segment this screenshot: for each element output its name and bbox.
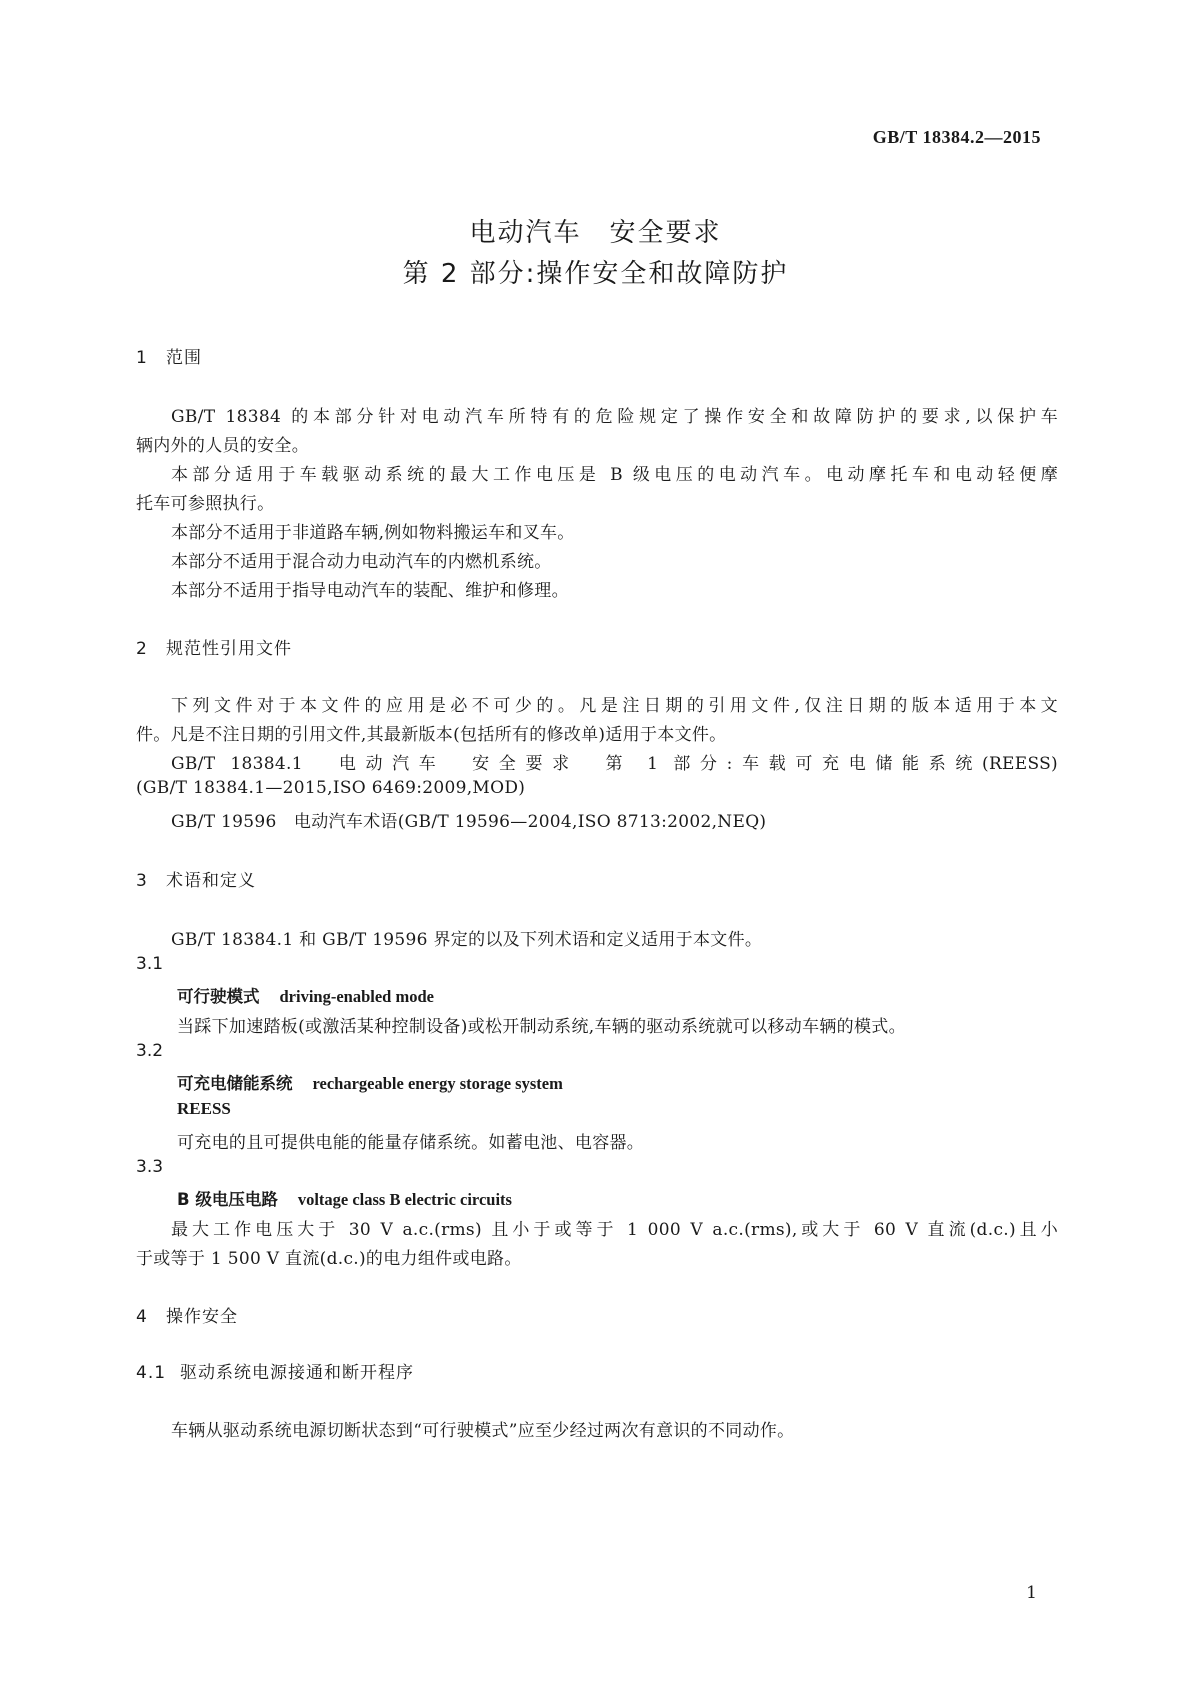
title-line-2: 第 2 部分:操作安全和故障防护 bbox=[402, 259, 789, 289]
s2-ref1-line2: (GB/T 18384.1—2015,ISO 6469:2009,MOD) bbox=[136, 778, 526, 798]
s2-ref1-line1: GB/T 18384.1 电动汽车 安全要求 第 1 部分:车载可充电储能系统(REESS) bbox=[171, 754, 1058, 774]
term-3-3-en: voltage class B electric circuits bbox=[297, 1190, 512, 1209]
s3-intro: GB/T 18384.1 和 GB/T 19596 界定的以及下列术语和定义适用于本文件。 bbox=[171, 930, 763, 950]
s1-p1-line1: GB/T 18384 的本部分针对电动汽车所特有的危险规定了操作安全和故障防护的要求,以保护车 bbox=[171, 407, 1058, 427]
section-4-1-number: 4.1 bbox=[136, 1363, 167, 1383]
s1-p5: 本部分不适用于指导电动汽车的装配、维护和修理。 bbox=[171, 581, 569, 601]
s2-p1-line1: 下列文件对于本文件的应用是必不可少的。凡是注日期的引用文件,仅注日期的版本适用于本文 bbox=[171, 696, 1058, 716]
section-4-title: 操作安全 bbox=[166, 1307, 238, 1327]
section-4-1-title: 驱动系统电源接通和断开程序 bbox=[180, 1363, 414, 1383]
term-3-2-definition: 可充电的且可提供电能的能量存储系统。如蓄电池、电容器。 bbox=[177, 1133, 645, 1153]
term-3-1-en: driving-enabled mode bbox=[279, 987, 434, 1006]
term-3-1-definition: 当踩下加速踏板(或激活某种控制设备)或松开制动系统,车辆的驱动系统就可以移动车辆的模式。 bbox=[177, 1017, 906, 1037]
s1-p1-line2: 辆内外的人员的安全。 bbox=[136, 436, 309, 456]
section-2-title: 规范性引用文件 bbox=[166, 639, 292, 659]
section-4-1-heading bbox=[136, 1358, 414, 1383]
section-1-heading bbox=[136, 343, 202, 368]
term-3-3-zh: B 级电压电路 bbox=[177, 1190, 278, 1209]
title-line-1: 电动汽车 安全要求 bbox=[469, 218, 722, 248]
s4-1-p1: 车辆从驱动系统电源切断状态到“可行驶模式”应至少经过两次有意识的不同动作。 bbox=[171, 1421, 795, 1441]
term-3-1-zh: 可行驶模式 bbox=[177, 987, 260, 1006]
term-3-3-number: 3.3 bbox=[136, 1157, 164, 1177]
section-3-number: 3 bbox=[136, 871, 148, 891]
term-3-2 bbox=[177, 1070, 563, 1094]
section-2-number: 2 bbox=[136, 639, 148, 659]
term-3-2-zh: 可充电储能系统 bbox=[177, 1074, 293, 1093]
section-1-title: 范围 bbox=[166, 348, 202, 368]
s2-p1-line2: 件。凡是不注日期的引用文件,其最新版本(包括所有的修改单)适用于本文件。 bbox=[136, 725, 727, 745]
section-4-number: 4 bbox=[136, 1307, 148, 1327]
standard-code: GB/T 18384.2—2015 bbox=[872, 127, 1041, 147]
term-3-2-number: 3.2 bbox=[136, 1041, 164, 1061]
section-4-heading bbox=[136, 1302, 238, 1327]
s1-p2-line2: 托车可参照执行。 bbox=[136, 494, 275, 514]
page-number: 1 bbox=[1026, 1583, 1037, 1603]
section-1-number: 1 bbox=[136, 348, 148, 368]
term-3-2-abbreviation: REESS bbox=[177, 1099, 231, 1118]
term-3-3-definition-line2: 于或等于 1 500 V 直流(d.c.)的电力组件或电路。 bbox=[136, 1249, 522, 1269]
section-2-heading bbox=[136, 634, 292, 659]
s1-p2-line1: 本部分适用于车载驱动系统的最大工作电压是 B 级电压的电动汽车。电动摩托车和电动轻便摩 bbox=[171, 465, 1058, 485]
term-3-3 bbox=[177, 1186, 512, 1210]
s1-p4: 本部分不适用于混合动力电动汽车的内燃机系统。 bbox=[171, 552, 552, 572]
s1-p3: 本部分不适用于非道路车辆,例如物料搬运车和叉车。 bbox=[171, 523, 575, 543]
term-3-1-number: 3.1 bbox=[136, 954, 164, 974]
term-3-1 bbox=[177, 983, 434, 1007]
s2-ref2: GB/T 19596 电动汽车术语(GB/T 19596—2004,ISO 8713:2002,NEQ) bbox=[171, 812, 767, 832]
term-3-3-definition-line1: 最大工作电压大于 30 V a.c.(rms) 且小于或等于 1 000 V a.c.(rms),或大于 60 V 直流(d.c.)且小 bbox=[171, 1220, 1058, 1240]
section-3-heading bbox=[136, 866, 256, 891]
term-3-2-en: rechargeable energy storage system bbox=[312, 1074, 563, 1093]
section-3-title: 术语和定义 bbox=[166, 871, 256, 891]
